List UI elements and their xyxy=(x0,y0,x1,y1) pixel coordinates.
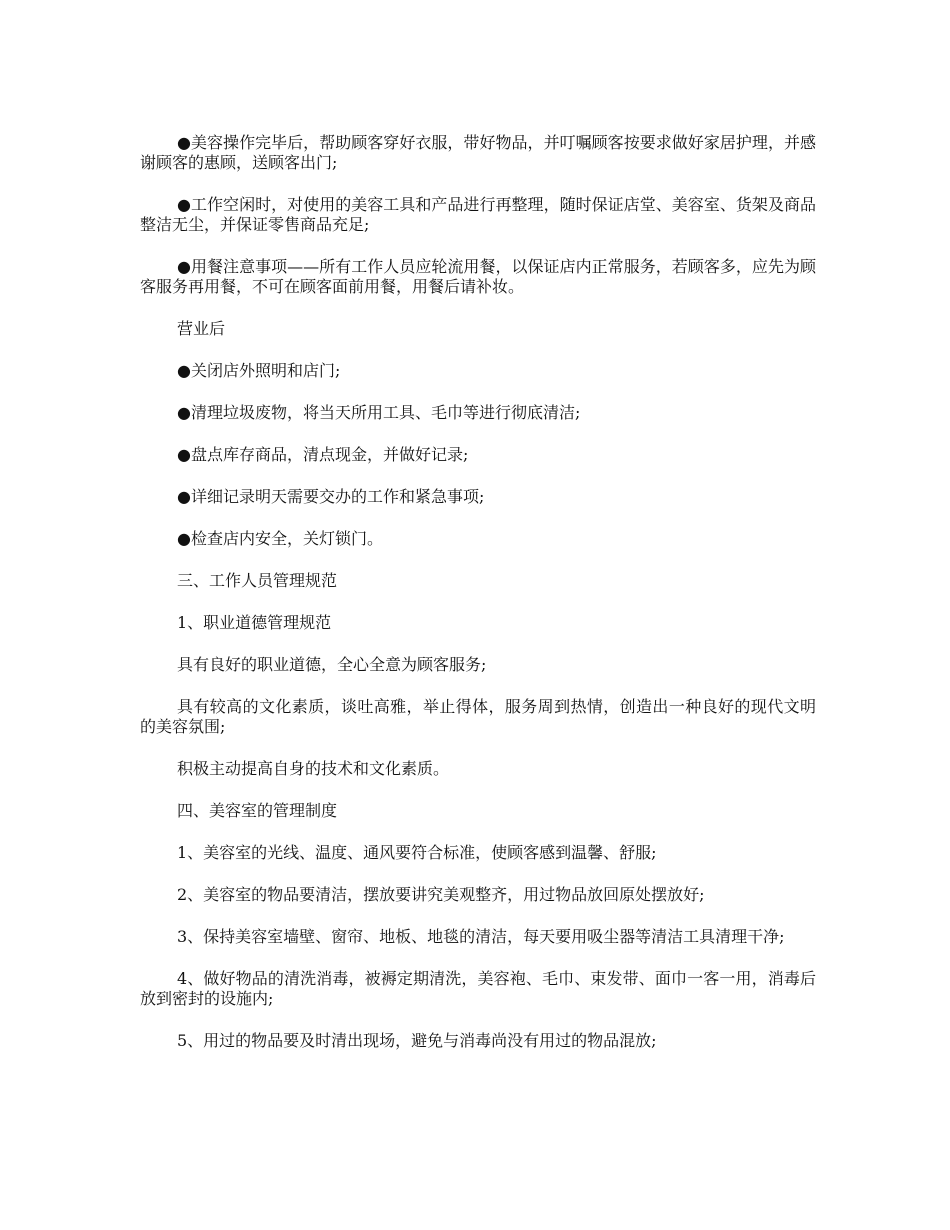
paragraph-room-rule-5: 5、用过的物品要及时清出现场，避免与消毒尚没有用过的物品混放; xyxy=(177,1031,657,1050)
paragraph-ethics-2: 具有较高的文化素质，谈吐高雅，举止得体，服务周到热情，创造出一种良好的现代文明的美容氛围; xyxy=(140,697,816,736)
paragraph-idle-time: ●工作空闲时，对使用的美容工具和产品进行再整理，随时保证店堂、美容室、货架及商品整洁无尘，并保证零售商品充足; xyxy=(140,195,816,234)
paragraph-inventory: ●盘点库存商品，清点现金，并做好记录; xyxy=(177,445,469,464)
paragraph-room-rule-2: 2、美容室的物品要清洁，摆放要讲究美观整齐，用过物品放回原处摆放好; xyxy=(177,885,705,904)
paragraph-ethics-3: 积极主动提高自身的技术和文化素质。 xyxy=(177,759,450,778)
paragraph-meal-notes: ●用餐注意事项——所有工作人员应轮流用餐，以保证店内正常服务，若顾客多，应先为顾客服务再用餐，不可在顾客面前用餐，用餐后请补妆。 xyxy=(140,257,816,296)
paragraph-ethics-1: 具有良好的职业道德，全心全意为顾客服务; xyxy=(177,655,487,674)
paragraph-room-rule-4: 4、做好物品的清洗消毒，被褥定期清洗，美容袍、毛巾、束发带、面巾一客一用，消毒后放到密封的设施内; xyxy=(140,969,816,1008)
heading-room-rules: 四、美容室的管理制度 xyxy=(177,801,338,820)
paragraph-record-tasks: ●详细记录明天需要交办的工作和紧急事项; xyxy=(177,487,485,506)
heading-ethics-rules: 1、职业道德管理规范 xyxy=(177,613,332,632)
paragraph-safety-check: ●检查店内安全，关灯锁门。 xyxy=(177,529,383,548)
document-page xyxy=(140,133,816,1073)
paragraph-after-service: ●美容操作完毕后，帮助顾客穿好衣服，带好物品，并叮嘱顾客按要求做好家居护理，并感谢顾客的惠顾，送顾客出门; xyxy=(140,133,816,172)
paragraph-room-rule-1: 1、美容室的光线、温度、通风要符合标准，使顾客感到温馨、舒服; xyxy=(177,843,657,862)
heading-after-business: 营业后 xyxy=(177,319,226,338)
paragraph-room-rule-3: 3、保持美容室墙壁、窗帘、地板、地毯的清洁，每天要用吸尘器等清洁工具清理干净; xyxy=(177,927,785,946)
heading-staff-rules: 三、工作人员管理规范 xyxy=(177,571,338,590)
paragraph-clean-waste: ●清理垃圾废物，将当天所用工具、毛巾等进行彻底清洁; xyxy=(177,403,581,422)
paragraph-close-lights: ●关闭店外照明和店门; xyxy=(177,361,341,380)
